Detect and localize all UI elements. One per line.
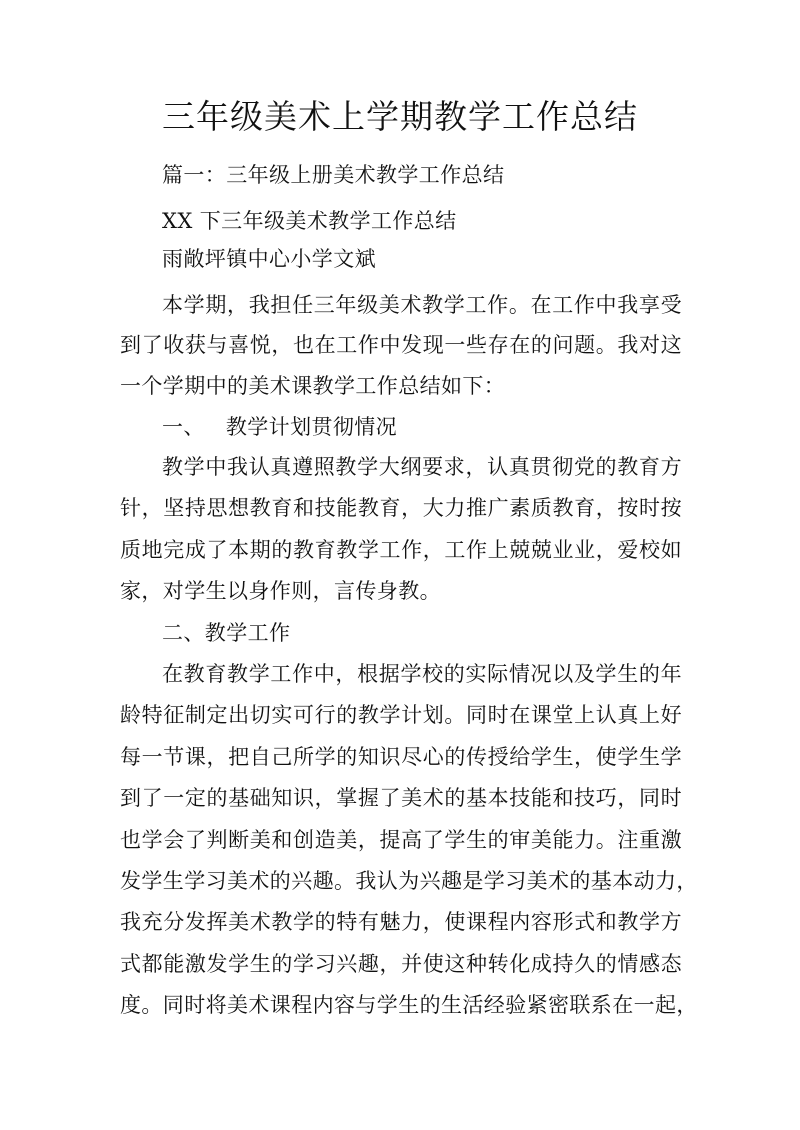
section-heading: 二、教学工作 bbox=[162, 621, 291, 645]
document-line: 度。同时将美术课程内容与学生的生活经验紧密联系在一起， bbox=[120, 993, 698, 1017]
document-line: 篇一：三年级上册美术教学工作总结 bbox=[162, 163, 505, 187]
document-line: 教学中我认真遵照教学大纲要求，认真贯彻党的教育方 bbox=[162, 455, 682, 479]
document-line: 一个学期中的美术课教学工作总结如下： bbox=[120, 374, 506, 398]
document-line: 我充分发挥美术教学的特有魅力，使课程内容形式和教学方 bbox=[120, 910, 682, 934]
document-line: 家，对学生以身作则，言传身教。 bbox=[120, 579, 441, 603]
document-line: 也学会了判断美和创造美，提高了学生的审美能力。注重激 bbox=[120, 828, 682, 852]
section-heading: 一、 教学计划贯彻情况 bbox=[162, 415, 398, 439]
document-line: 式都能激发学生的学习兴趣，并使这种转化成持久的情感态 bbox=[120, 952, 682, 976]
document-line: 针，坚持思想教育和技能教育，大力推广素质教育，按时按 bbox=[120, 496, 682, 520]
document-line: 龄特征制定出切实可行的教学计划。同时在课堂上认真上好 bbox=[120, 703, 682, 727]
document-line: XX 下三年级美术教学工作总结 bbox=[162, 209, 457, 233]
document-line: 每一节课，把自己所学的知识尽心的传授给学生，使学生学 bbox=[120, 745, 682, 769]
document-line: 在教育教学工作中，根据学校的实际情况以及学生的年 bbox=[162, 662, 682, 686]
document-line: 雨敞坪镇中心小学文斌 bbox=[162, 247, 376, 271]
document-line: 到了一定的基础知识，掌握了美术的基本技能和技巧，同时 bbox=[120, 786, 682, 810]
document-line: 本学期，我担任三年级美术教学工作。在工作中我享受 bbox=[162, 293, 682, 317]
document-title: 三年级美术上学期教学工作总结 bbox=[162, 97, 638, 136]
document-line: 到了收获与喜悦，也在工作中发现一些存在的问题。我对这 bbox=[120, 333, 682, 357]
document-line: 发学生学习美术的兴趣。我认为兴趣是学习美术的基本动力， bbox=[120, 869, 698, 893]
document-line: 质地完成了本期的教育教学工作，工作上兢兢业业，爱校如 bbox=[120, 538, 682, 562]
